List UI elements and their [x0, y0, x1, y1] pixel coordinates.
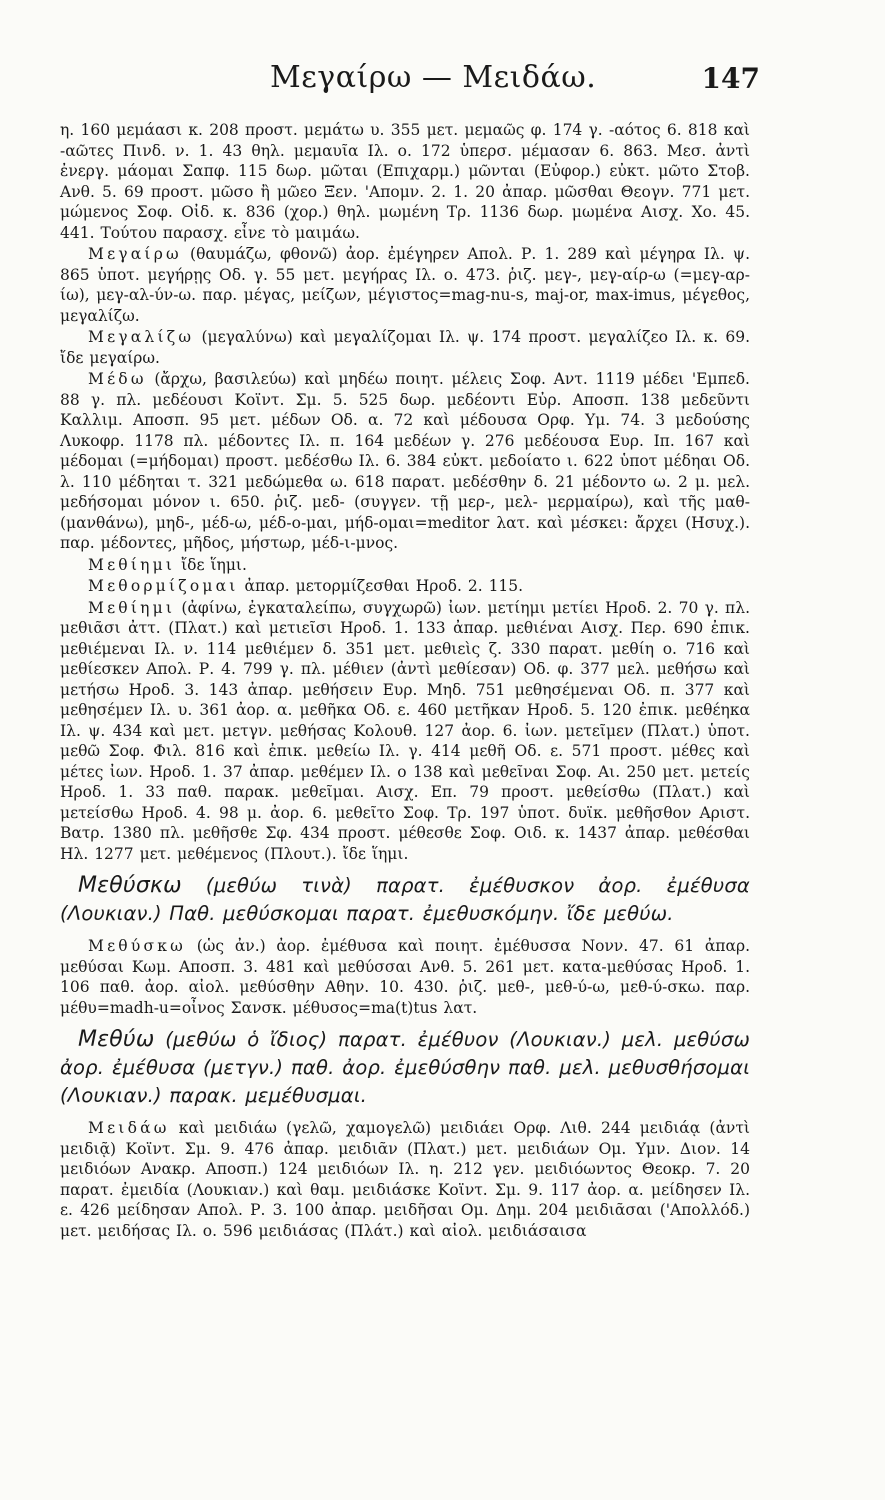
page-header	[60, 60, 760, 120]
entry-headword: Μεγαλίζω	[88, 328, 195, 346]
dictionary-entry	[60, 369, 750, 554]
dictionary-entry	[60, 555, 750, 576]
entry-headword: Μεθίημι	[88, 555, 176, 574]
entry-text: καὶ μειδιάω (γελῶ, χαμογελῶ) μειδιάει Ορφ. Λιθ. 244 μειδιάᾳ (ἀντὶ μειδιᾷ) Κοϊντ. Σμ. 9. 476 ἀπαρ. μειδιᾶν (Πλατ.) μετ. μειδιάων Ομ. Υμν. Διον. 14 μειδιόων Ανακρ. Αποσπ.) 124 μειδιόων Ιλ. η. 212 γεν. μειδιόωντος Θεοκρ. 7. 20 παρατ. ἐμειδία (Λουκιαν.) καὶ θαμ. μειδιάσκε Κοϊντ. Σμ. 9. 117 ἀορ. α. μείδησεν Ιλ. ε. 426 μείδησαν Απολ. Ρ. 3. 100 ἀπαρ. μειδῆσαι Ομ. Δημ. 204 μειδιᾶσαι ('Απολλόδ.) μετ. μειδήσας Ιλ. ο. 596 μειδιάσας (Πλάτ.) καὶ αἰολ. μειδιάσαισα	[60, 1119, 750, 1240]
entry-text: (μεθύω τινὰ) παρατ. ἐμέθυσκον ἀορ. ἐμέθυσα (Λουκιαν.) Παθ. μεθύσκομαι παρατ. ἐμεθυσκόμην. ἴδε μεθύω.	[60, 874, 750, 925]
dictionary-entry	[60, 327, 750, 368]
entry-text: (ὡς ἀν.) ἀορ. ἐμέθυσα καὶ ποιητ. ἐμέθυσσα Νονν. 47. 61 ἀπαρ. μεθύσαι Κωμ. Αποσπ. 3. 481 καὶ μεθύσσαι Ανθ. 5. 261 μετ. κατα-μεθύσας Ηροδ. 1. 106 παθ. ἀορ. αἰολ. μεθύσθην Αθην. 10. 430. ῥιζ. μεθ-, μεθ-ύ-ω, μεθ-ύ-σκω. παρ. μέθυ=madh-u=οἶνος Σανσκ. μέθυσος=ma(t)tus λατ.	[60, 937, 750, 1017]
entry-text: η. 160 μεμάασι κ. 208 προστ. μεμάτω υ. 355 μετ. μεμαῶς φ. 174 γ. -αότος 6. 818 καὶ -αῶτες Πινδ. ν. 1. 43 θηλ. μεμαυῖα Ιλ. ο. 172 ὑπερσ. μέμασαν 6. 863. Μεσ. ἀντὶ ἐνεργ. μάομαι Σαπφ. 115 δωρ. μῶται (Επιχαρμ.) μῶνται (Εὐφορ.) εὐκτ. μῶτο Στοβ. Ανθ. 5. 69 προστ. μῶσο ἢ μῶεο Ξεν. 'Απομν. 2. 1. 20 ἀπαρ. μῶσθαι Θεογν. 771 μετ. μώμενος Σοφ. Οἰδ. κ. 836 (χορ.) θηλ. μωμένη Τρ. 1136 δωρ. μωμένα Αισχ. Χο. 45. 441. Τούτου παρασχ. εἶνε τὸ μαιμάω.	[60, 121, 750, 242]
entry-text: (μεγαλύνω) καὶ μεγαλίζομαι Ιλ. ψ. 174 προστ. μεγαλίζεο Ιλ. κ. 69. ἴδε μεγαίρω.	[60, 328, 750, 367]
dictionary-entry	[60, 1118, 750, 1241]
running-head: Μεγαίρω — Μειδάω.	[270, 60, 597, 95]
dictionary-page	[60, 60, 760, 1242]
dictionary-entry	[60, 936, 750, 1018]
entry-headword: Μεθύσκω	[88, 937, 186, 955]
entry-text: (ἀφίνω, ἐγκαταλείπω, συγχωρῶ) ἰων. μετίημι μετίει Ηροδ. 2. 70 γ. πλ. μεθιᾶσι ἀττ. (Πλατ.) καὶ μετιεῖσι Ηροδ. 1. 133 ἀπαρ. μεθιέναι Αισχ. Περ. 690 ἐπικ. μεθιέμεναι Ιλ. ν. 114 μεθιέμεν δ. 351 μετ. μεθιεὶς ζ. 330 παρατ. μεθίη ο. 716 καὶ μεθίεσκεν Απολ. Ρ. 4. 799 γ. πλ. μέθιεν (ἀντὶ μεθίεσαν) Οδ. φ. 377 μελ. μεθήσω καὶ μετήσω Ηροδ. 3. 143 ἀπαρ. μεθήσειν Ευρ. Μηδ. 751 μεθησέμεναι Οδ. π. 377 καὶ μεθησέμεν Ιλ. υ. 361 ἀορ. α. μεθῆκα Οδ. ε. 460 μετῆκαν Ηροδ. 5. 120 ἐπικ. μεθέηκα Ιλ. ψ. 434 καὶ μετ. μετγν. μεθήσας Κολουθ. 127 ἀορ. 6. ἰων. μετεῖμεν (Πλατ.) ὑποτ. μεθῶ Σοφ. Φιλ. 816 καὶ ἐπικ. μεθείω Ιλ. γ. 414 μεθῆ Οδ. ε. 571 προστ. μέθες καὶ μέτες ἰων. Ηροδ. 1. 37 ἀπαρ. μεθέμεν Ιλ. ο 138 καὶ μεθεῖναι Σοφ. Αι. 250 μετ. μετείς Ηροδ. 1. 33 παθ. παρακ. μεθεῖμαι. Αισχ. Επ. 79 προστ. μεθείσθω (Πλατ.) καὶ μετείσθω Ηροδ. 4. 98 μ. ἀορ. 6. μεθεῖτο Σοφ. Τρ. 197 ὑποτ. δυϊκ. μεθῆσθον Αριστ. Βατρ. 1380 πλ. μεθῆσθε Σφ. 434 προστ. μέθεσθε Σοφ. Οιδ. κ. 1437 ἀπαρ. μεθέσθαι Ηλ. 1277 μετ. μεθέμενος (Πλουτ.). ἴδε ἵημι.	[60, 598, 750, 863]
entry-text: (μεθύω ὁ ἴδιος) παρατ. ἐμέθυον (Λουκιαν.) μελ. μεθύσω ἀορ. ἐμέθυσα (μετγν.) παθ. ἀορ. ἐμεθύσθην παθ. μελ. μεθυσθήσομαι (Λουκιαν.) παρακ. μεμέθυσμαι.	[60, 1028, 750, 1107]
dictionary-entry	[60, 244, 750, 326]
entry-headword: Μεθορμίζομαι	[88, 577, 239, 595]
entry-headword: Μειδάω	[88, 1119, 170, 1137]
entries-list	[60, 120, 750, 1241]
entry-headword: Μεθύσκω	[78, 873, 182, 898]
entry-headword: Μεγαίρω	[88, 245, 182, 263]
entry-text: ἀπαρ. μετορμίζεσθαι Ηροδ. 2. 115.	[244, 577, 524, 595]
entry-text: (ἄρχω, βασιλεύω) καὶ μηδέω ποιητ. μέλεις Σοφ. Αντ. 1119 μέδει 'Εμπεδ. 88 γ. πλ. μεδέουσι Κοϊντ. Σμ. 5. 525 δωρ. μεδέοντι Εὐρ. Αποσπ. 138 μεδεῦντι Καλλιμ. Αποσπ. 95 μετ. μέδων Οδ. α. 72 καὶ μέδουσα Ορφ. Υμ. 74. 3 μεδούσης Λυκοφρ. 1178 πλ. μέδοντες Ιλ. π. 164 μεδέων γ. 276 μεδέουσα Ευρ. Ιπ. 167 καὶ μέδομαι (=μήδομαι) προστ. μεδέσθω Ιλ. 6. 384 εὐκτ. μεδοίατο ι. 622 ὑποτ μέδηαι Οδ. λ. 110 μέδηται τ. 321 μεδώμεθα ω. 618 παρατ. μεδέσθην δ. 21 μέδοντο ω. 2 μ. μελ. μεδήσομαι μόνον ι. 650. ῥιζ. μεδ- (συγγεν. τῇ μερ-, μελ- μερμαίρω), καὶ τῆς μαθ- (μανθάνω), μηδ-, μέδ-ω, μέδ-ο-μαι, μήδ-ομαι=meditor λατ. καὶ μέσκει: ἄρχει (Ησυχ.). παρ. μέδοντες, μῆδος, μήστωρ, μέδ-ι-μνος.	[60, 370, 750, 552]
entry-continuation	[60, 120, 750, 243]
entry-headword: Μεθίημι	[88, 598, 176, 617]
handwritten-entry	[60, 1026, 750, 1110]
entry-text: ἴδε ἵημι.	[181, 555, 247, 574]
handwritten-entry	[60, 872, 750, 928]
dictionary-entry	[60, 598, 750, 865]
page-number: 147	[701, 62, 760, 95]
entry-text: (θαυμάζω, φθονῶ) ἀορ. ἐμέγηρεν Απολ. Ρ. 1. 289 καὶ μέγηρα Ιλ. ψ. 865 ὑποτ. μεγήρῃς Οδ. γ. 55 μετ. μεγήρας Ιλ. ο. 473. ῥιζ. μεγ-, μεγ-αίρ-ω (=μεγ-αρ-ίω), μεγ-αλ-ύν-ω. παρ. μέγας, μείζων, μέγιστος=mag-nu-s, maj-or, max-imus, μέγεθος, μεγαλίζω.	[60, 245, 750, 325]
entry-headword: Μεθύω	[78, 1027, 155, 1052]
dictionary-entry	[60, 576, 750, 597]
entry-headword: Μέδω	[88, 370, 147, 388]
